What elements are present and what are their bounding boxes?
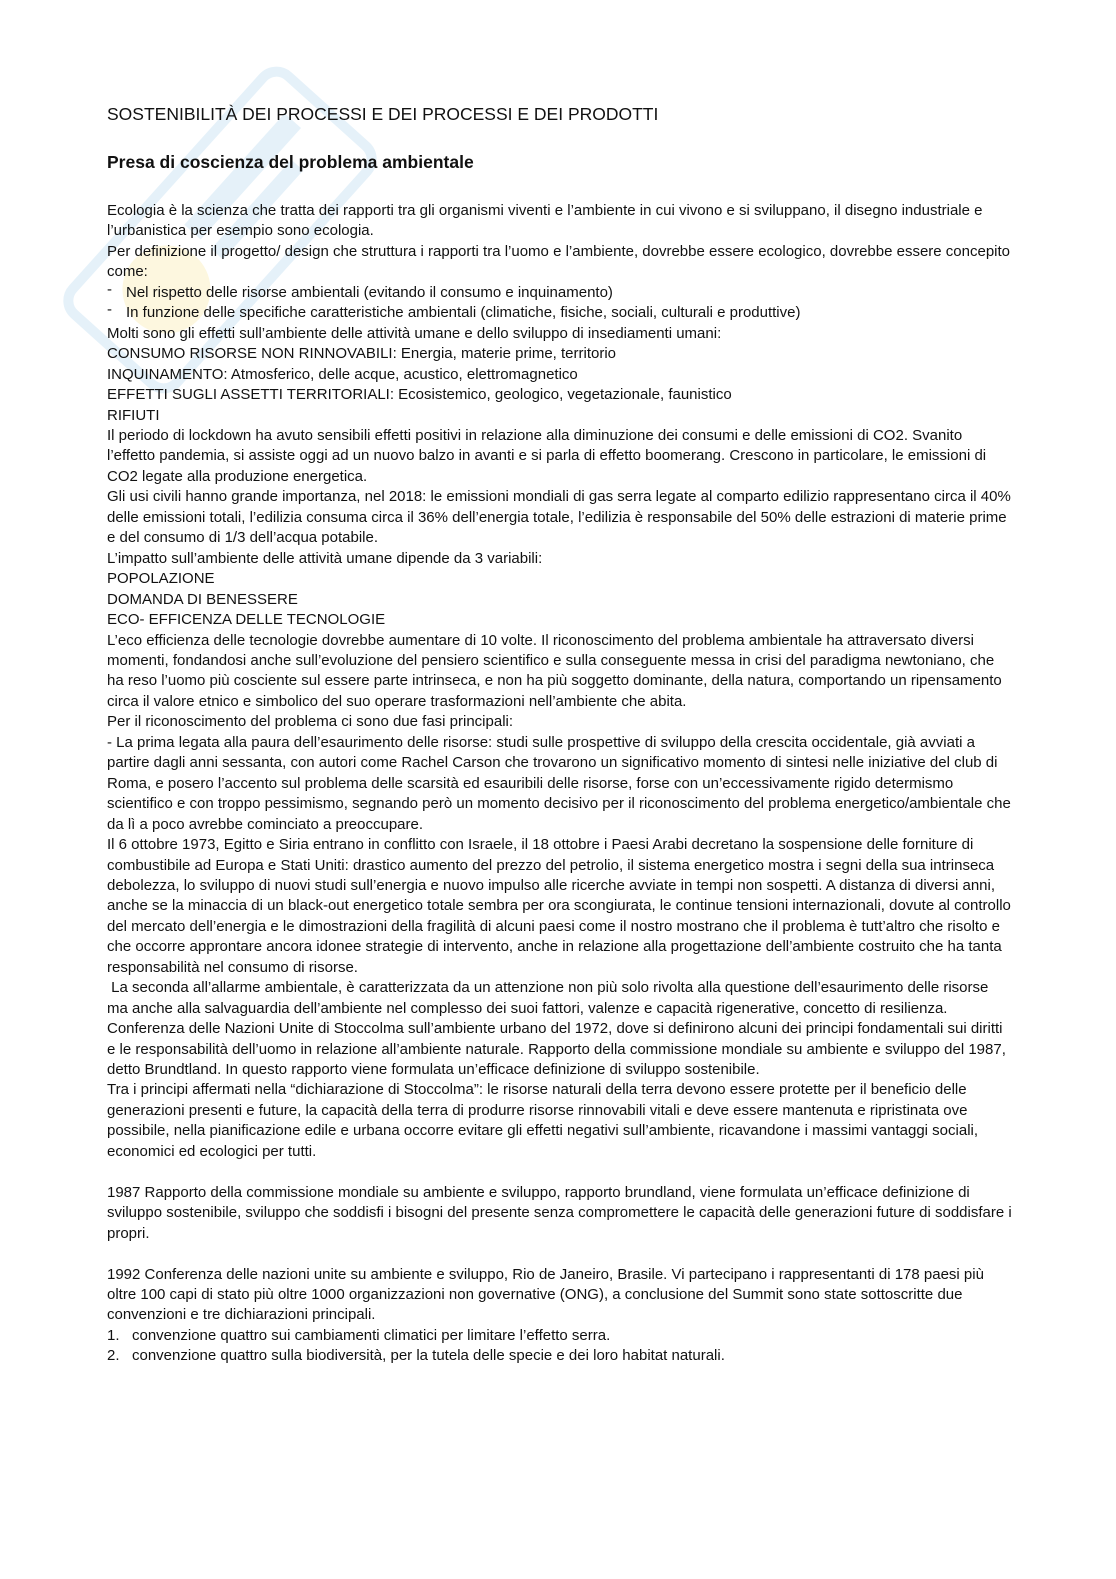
paragraph: La seconda all’allarme ambientale, è caratterizzata da un attenzione non più solo rivolta alla questione dell’esaurimento delle risorse ma anche alla salvaguardia dell’ambiente nel complesso dei suoi fattori, valenze e capacità rigenerative, concetto di resilienza. — [107, 979, 993, 1017]
paragraph: Molti sono gli effetti sull’ambiente delle attività umane e dello sviluppo di insediamenti umani: — [107, 324, 722, 342]
document-body — [107, 201, 1012, 1367]
paragraph: Il 6 ottobre 1973, Egitto e Siria entrano in conflitto con Israele, il 18 ottobre i Paesi Arabi decretano la sospensione delle forniture di combustibile ad Europa e Stati Uniti: drastico aumento del prezzo del petrolio, il sistema energetico mostra i segni della sua intrinseca debolezza, lo sviluppo di nuovi studi sull’energia e nuovo impulso alle ricerche avviate in tempi non sospetti. A distanza di diversi anni, anche se la minaccia di un black-out energetico totale sembra per ora scongiurata, le continue tensioni internazionali, dovute al controllo del mercato dell’energia e le dimostrazioni della fragilità di alcuni paesi come il nostro mostrano che il problema è tutt’altro che risolto e che occorre approntare ancora idonee strategie di intervento, anche in relazione alla progettazione dell’ambiente costruito che ha tanta responsabilità nel consumo di risorse. — [107, 836, 1011, 976]
paragraph: DOMANDA DI BENESSERE — [107, 590, 298, 608]
paragraph: Conferenza delle Nazioni Unite di Stoccolma sull’ambiente urbano del 1972, dove si definirono alcuni dei principi fondamentali sui diritti e le responsabilità dell’uomo in relazione all’ambiente naturale. Rapporto della commissione mondiale su ambiente e sviluppo del 1987, detto Brundtland. In questo rapporto viene formulata un’efficace definizione di sviluppo sostenibile. — [107, 1020, 1006, 1079]
paragraph: Gli usi civili hanno grande importanza, nel 2018: le emissioni mondiali di gas serra legate al comparto edilizio rappresentano circa il 40% delle emissioni totali, l’edilizia consuma circa il 36% dell’energia totale, l’edilizia è responsabile del 50% delle estrazioni di materie prime e del consumo di 1/3 dell’acqua potabile. — [107, 488, 1011, 547]
paragraph: CONSUMO RISORSE NON RINNOVABILI: Energia, materie prime, territorio — [107, 345, 617, 363]
paragraph: 1992 Conferenza delle nazioni unite su ambiente e sviluppo, Rio de Janeiro, Brasile. Vi partecipano i rappresentanti di 178 paesi più oltre 100 capi di stato più oltre 1000 organizzazioni non governative (ONG), a conclusione del Summit sono state sottoscritte due convenzioni e tre dichiarazioni principali. — [107, 1265, 984, 1324]
paragraph: POPOLAZIONE — [107, 570, 215, 588]
paragraph: 1987 Rapporto della commissione mondiale su ambiente e sviluppo, rapporto brundland, viene formulata un’efficace definizione di sviluppo sostenibile, sviluppo che soddisfi i bisogni del presente senza compromettere le capacità delle generazioni future di soddisfare i propri. — [107, 1183, 1012, 1242]
numbered-item — [107, 1326, 1012, 1346]
paragraph: ECO- EFFICENZA DELLE TECNOLOGIE — [107, 611, 386, 629]
numbered-item — [107, 1346, 1012, 1366]
blank-line — [107, 1162, 1012, 1182]
dash-bullet: - — [107, 301, 112, 319]
paragraph: L’impatto sull’ambiente delle attività umane dipende da 3 variabili: — [107, 549, 543, 567]
paragraph: Per definizione il progetto/ design che struttura i rapporti tra l’uomo e l’ambiente, dovrebbe essere ecologico, dovrebbe essere concepito come: — [107, 242, 1011, 281]
dash-bullet: - — [107, 280, 112, 298]
list-item — [107, 303, 1012, 323]
paragraph: Tra i principi affermati nella “dichiarazione di Stoccolma”: le risorse naturali della terra devono essere protette per il beneficio delle generazioni presenti e future, la capacità della terra di produrre risorse rinnovabili vitali e deve essere mantenuta e ripristinata ove possibile, nella pianificazione edile e urbana occorre evitare gli effetti negativi sull’ambiente, ricavandone i massimi vantaggi sociali, economici ed ecologici per tutti. — [107, 1081, 979, 1160]
item-number: 2. — [107, 1347, 120, 1365]
paragraph: INQUINAMENTO: Atmosferico, delle acque, acustico, elettromagnetico — [107, 365, 578, 383]
numbered-item-text: convenzione quattro sulla biodiversità, per la tutela delle specie e dei loro habitat naturali. — [132, 1347, 725, 1365]
paragraph: Per il riconoscimento del problema ci sono due fasi principali: — [107, 713, 514, 731]
numbered-item-text: convenzione quattro sui cambiamenti climatici per limitare l’effetto serra. — [132, 1326, 611, 1344]
list-item-text: In funzione delle specifiche caratteristiche ambientali (climatiche, fisiche, sociali, culturali e produttive) — [126, 304, 801, 322]
blank-line — [107, 1244, 1012, 1264]
paragraph: Ecologia è la scienza che tratta dei rapporti tra gli organismi viventi e l’ambiente in cui vivono e si sviluppano, il disegno industriale e l’urbanistica per esempio sono ecologia. — [107, 202, 983, 240]
list-item — [107, 280, 1012, 303]
paragraph: Il periodo di lockdown ha avuto sensibili effetti positivi in relazione alla diminuzione dei consumi e delle emissioni di CO2. Svanito l’effetto pandemia, si assiste oggi ad un nuovo balzo in avanti e si parla di effetto boomerang. Crescono in particolare, le emissioni di CO2 legate alla produzione energetica. — [107, 426, 987, 485]
item-number: 1. — [107, 1326, 120, 1344]
paragraph: RIFIUTI — [107, 406, 160, 424]
paragraph: EFFETTI SUGLI ASSETTI TERRITORIALI: Ecosistemico, geologico, vegetazionale, faunistico — [107, 386, 732, 404]
paragraph: L’eco efficienza delle tecnologie dovrebbe aumentare di 10 volte. Il riconoscimento del problema ambientale ha attraversato diversi momenti, fondandosi anche sull’evoluzione del pensiero scientifico e sulla conseguente messa in crisi del paradigma newtoniano, che ha reso l’uomo più cosciente sul essere parte intrinseca, e non ha più soggetto dominante, della natura, comportando un ripensamento circa il valore etnico e simbolico del suo operare trasformazioni nell’ambiente che abita. — [107, 631, 1002, 710]
paragraph: - La prima legata alla paura dell’esaurimento delle risorse: studi sulle prospettive di sviluppo della crescita occidentale, già avviati a partire dagli anni sessanta, con autori come Rachel Carson che trovarono un significativo momento di sintesi nelle iniziative del club di Roma, e posero l’accento sul problema delle scarsità ed esauribili delle risorse, forse con un’eccessivamente rigido determismo scientifico e con troppo pessimismo, segnando però un momento decisivo per il riconoscimento del problema energetico/ambientale che da lì a poco avrebbe cominciato a preoccupare. — [107, 733, 1011, 833]
section-title: Presa di coscienza del problema ambientale — [107, 152, 474, 172]
list-item-text: Nel rispetto delle risorse ambientali (evitando il consumo e inquinamento) — [126, 283, 613, 301]
document-title: SOSTENIBILITÀ DEI PROCESSI E DEI PROCESSI E DEI PRODOTTI — [107, 104, 659, 124]
